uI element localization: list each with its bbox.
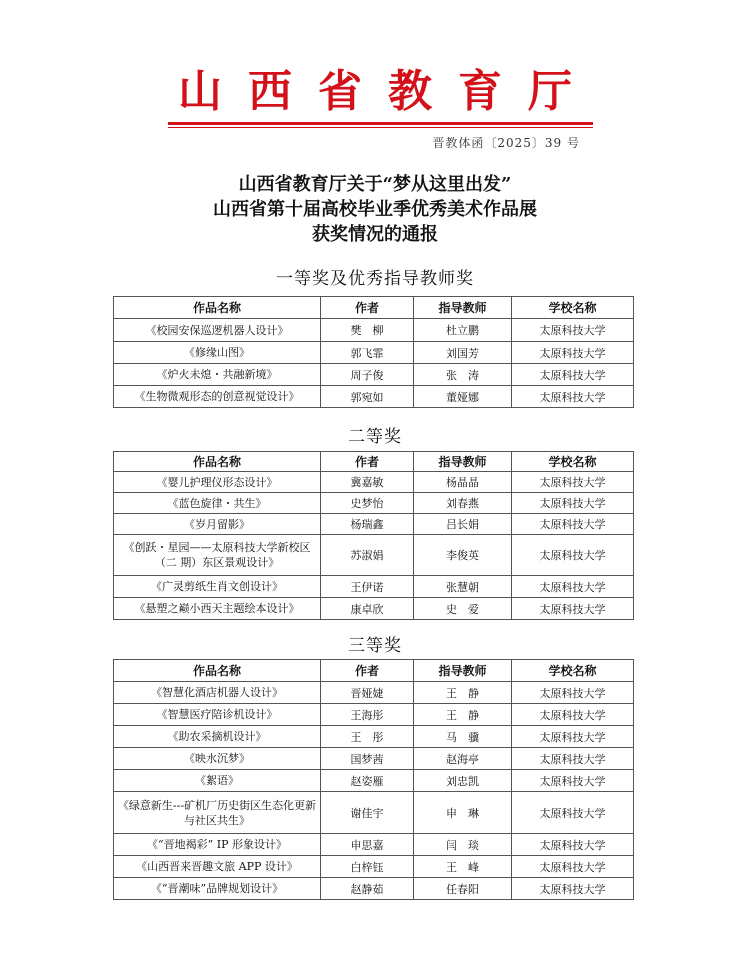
school-cell: 太原科技大学 xyxy=(512,834,634,856)
table-row xyxy=(114,472,634,493)
third-prize-table xyxy=(113,659,634,900)
school-cell: 太原科技大学 xyxy=(512,878,634,900)
school-cell: 太原科技大学 xyxy=(512,726,634,748)
column-header: 作者 xyxy=(321,452,414,472)
author-cell: 史梦怡 xyxy=(321,493,414,514)
school-cell: 太原科技大学 xyxy=(512,598,634,620)
school-cell: 太原科技大学 xyxy=(512,364,634,386)
table-row xyxy=(114,319,634,342)
school-cell: 太原科技大学 xyxy=(512,792,634,834)
table-header-row xyxy=(114,297,634,319)
author-cell: 周子俊 xyxy=(321,364,414,386)
advisor-cell: 张 涛 xyxy=(414,364,512,386)
column-header: 作者 xyxy=(321,660,414,682)
work-cell: 《炉火未熄・共融新境》 xyxy=(114,364,321,386)
column-header: 指导教师 xyxy=(414,452,512,472)
section-heading-first-prize: 一等奖及优秀指导教师奖 xyxy=(276,269,474,289)
advisor-cell: 王 静 xyxy=(414,682,512,704)
author-cell: 王海彤 xyxy=(321,704,414,726)
table-row xyxy=(114,493,634,514)
author-cell: 冀嘉敏 xyxy=(321,472,414,493)
advisor-cell: 王 静 xyxy=(414,704,512,726)
table-row xyxy=(114,856,634,878)
notice-title-line-2: 山西省第十届高校毕业季优秀美术作品展 xyxy=(213,199,537,220)
author-cell: 赵静茹 xyxy=(321,878,414,900)
school-cell: 太原科技大学 xyxy=(512,319,634,342)
author-cell: 国梦茜 xyxy=(321,748,414,770)
table-row xyxy=(114,834,634,856)
work-cell: 《校园安保巡逻机器人设计》 xyxy=(114,319,321,342)
work-cell: 《智慧医疗陪诊机设计》 xyxy=(114,704,321,726)
masthead-rule-thin xyxy=(168,127,593,128)
column-header: 作者 xyxy=(321,297,414,319)
author-cell: 王伊诺 xyxy=(321,576,414,598)
table-row xyxy=(114,726,634,748)
advisor-cell: 杨晶晶 xyxy=(414,472,512,493)
school-cell: 太原科技大学 xyxy=(512,856,634,878)
column-header: 学校名称 xyxy=(512,297,634,319)
second-prize-table xyxy=(113,451,634,620)
author-cell: 樊 柳 xyxy=(321,319,414,342)
school-cell: 太原科技大学 xyxy=(512,514,634,535)
school-cell: 太原科技大学 xyxy=(512,342,634,364)
author-cell: 赵姿雁 xyxy=(321,770,414,792)
column-header: 学校名称 xyxy=(512,452,634,472)
author-cell: 郭宛如 xyxy=(321,386,414,408)
advisor-cell: 张慧朝 xyxy=(414,576,512,598)
author-cell: 康卓欣 xyxy=(321,598,414,620)
work-cell: 《创跃・星园——太原科技大学新校区（二 期）东区景观设计》 xyxy=(114,535,321,576)
table-row xyxy=(114,748,634,770)
notice-title-line-3: 获奖情况的通报 xyxy=(312,224,438,245)
notice-title-line-1: 山西省教育厅关于“梦从这里出发” xyxy=(238,174,512,195)
advisor-cell: 王 峰 xyxy=(414,856,512,878)
work-cell: 《生物微观形态的创意视觉设计》 xyxy=(114,386,321,408)
work-cell: 《广灵剪纸生肖文创设计》 xyxy=(114,576,321,598)
work-cell: 《蓝色旋律・共生》 xyxy=(114,493,321,514)
author-cell: 王 彤 xyxy=(321,726,414,748)
author-cell: 郭飞霏 xyxy=(321,342,414,364)
advisor-cell: 董娅娜 xyxy=(414,386,512,408)
section-heading-second-prize: 二等奖 xyxy=(348,427,402,447)
work-cell: 《“晋地褐彩” IP 形象设计》 xyxy=(114,834,321,856)
advisor-cell: 闫 琰 xyxy=(414,834,512,856)
author-cell: 苏淑娟 xyxy=(321,535,414,576)
advisor-cell: 吕长娟 xyxy=(414,514,512,535)
column-header: 作品名称 xyxy=(114,452,321,472)
author-cell: 白梓钰 xyxy=(321,856,414,878)
work-cell: 《悬塑之巅小西天主题绘本设计》 xyxy=(114,598,321,620)
author-cell: 杨瑞鑫 xyxy=(321,514,414,535)
advisor-cell: 杜立鹏 xyxy=(414,319,512,342)
author-cell: 谢佳宇 xyxy=(321,792,414,834)
school-cell: 太原科技大学 xyxy=(512,493,634,514)
school-cell: 太原科技大学 xyxy=(512,704,634,726)
table-header-row xyxy=(114,660,634,682)
work-cell: 《婴儿护理仪形态设计》 xyxy=(114,472,321,493)
school-cell: 太原科技大学 xyxy=(512,748,634,770)
table-row xyxy=(114,535,634,576)
advisor-cell: 刘忠凯 xyxy=(414,770,512,792)
advisor-cell: 刘国芳 xyxy=(414,342,512,364)
advisor-cell: 史 爱 xyxy=(414,598,512,620)
advisor-cell: 李俊英 xyxy=(414,535,512,576)
advisor-cell: 赵海亭 xyxy=(414,748,512,770)
work-cell: 《助农采摘机设计》 xyxy=(114,726,321,748)
table-row xyxy=(114,770,634,792)
agency-masthead: 山西省教育厅 xyxy=(178,66,598,117)
table-row xyxy=(114,792,634,834)
table-header-row xyxy=(114,452,634,472)
table-row xyxy=(114,364,634,386)
table-row xyxy=(114,514,634,535)
school-cell: 太原科技大学 xyxy=(512,386,634,408)
work-cell: 《绿意新生---矿机厂历史街区生态化更新 与社区共生》 xyxy=(114,792,321,834)
school-cell: 太原科技大学 xyxy=(512,770,634,792)
work-cell: 《絮语》 xyxy=(114,770,321,792)
table-row xyxy=(114,598,634,620)
work-cell: 《修缘山图》 xyxy=(114,342,321,364)
column-header: 作品名称 xyxy=(114,297,321,319)
table-row xyxy=(114,386,634,408)
work-cell: 《岁月留影》 xyxy=(114,514,321,535)
work-cell: 《“晋潮味”品牌规划设计》 xyxy=(114,878,321,900)
table-row xyxy=(114,704,634,726)
school-cell: 太原科技大学 xyxy=(512,535,634,576)
advisor-cell: 刘春燕 xyxy=(414,493,512,514)
advisor-cell: 马 骥 xyxy=(414,726,512,748)
work-cell: 《山西晋来晋趣文旅 APP 设计》 xyxy=(114,856,321,878)
school-cell: 太原科技大学 xyxy=(512,682,634,704)
masthead-rule-thick xyxy=(168,122,593,125)
author-cell: 晋娅婕 xyxy=(321,682,414,704)
table-row xyxy=(114,682,634,704)
table-row xyxy=(114,878,634,900)
table-row xyxy=(114,342,634,364)
table-row xyxy=(114,576,634,598)
advisor-cell: 申 琳 xyxy=(414,792,512,834)
column-header: 指导教师 xyxy=(414,297,512,319)
column-header: 指导教师 xyxy=(414,660,512,682)
work-cell: 《智慧化酒店机器人设计》 xyxy=(114,682,321,704)
first-prize-table xyxy=(113,296,634,408)
school-cell: 太原科技大学 xyxy=(512,472,634,493)
column-header: 作品名称 xyxy=(114,660,321,682)
advisor-cell: 任春阳 xyxy=(414,878,512,900)
column-header: 学校名称 xyxy=(512,660,634,682)
school-cell: 太原科技大学 xyxy=(512,576,634,598)
document-number: 晋教体函〔2025〕39 号 xyxy=(432,136,580,150)
author-cell: 申思嘉 xyxy=(321,834,414,856)
work-cell: 《映水沉梦》 xyxy=(114,748,321,770)
section-heading-third-prize: 三等奖 xyxy=(348,636,402,656)
